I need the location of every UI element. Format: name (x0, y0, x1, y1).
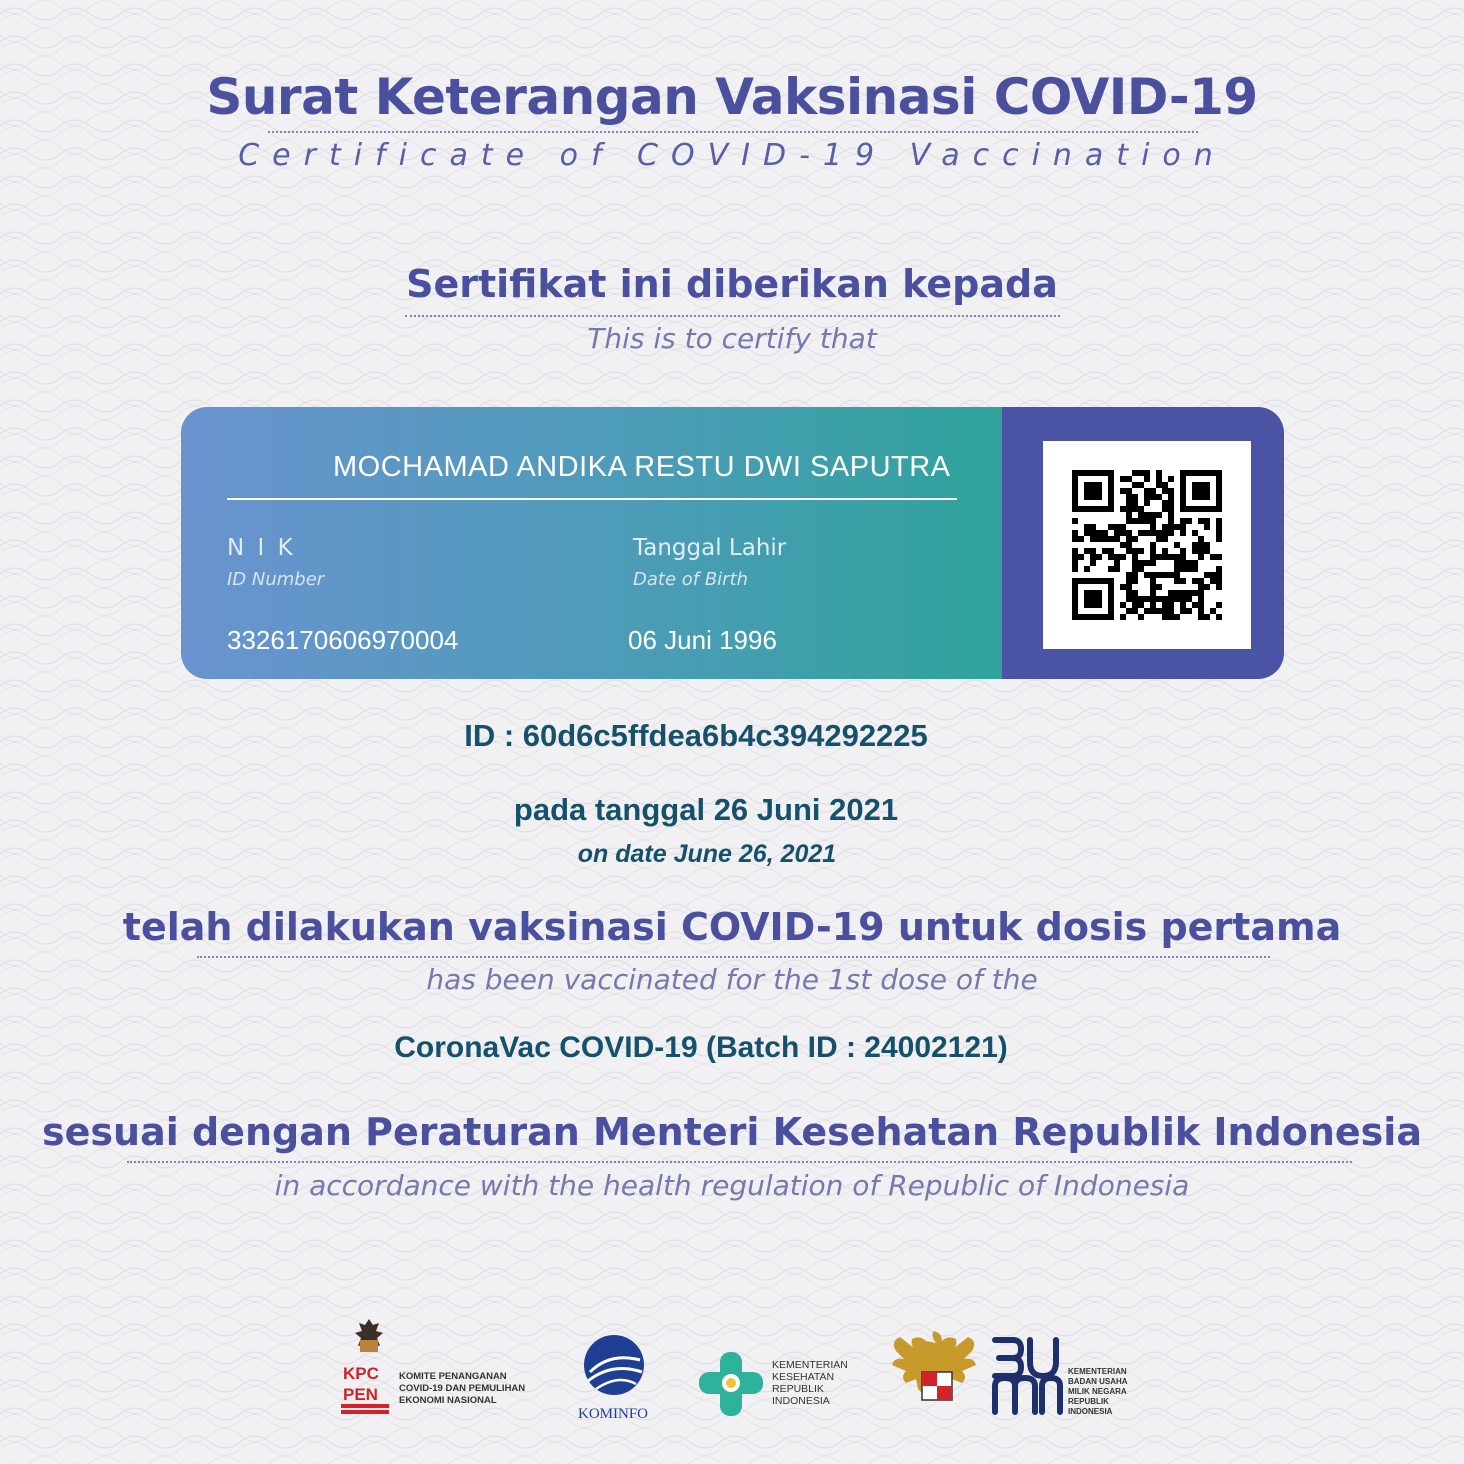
kpcpen-mark-bottom: PEN (343, 1385, 378, 1404)
vaccine-name: CoronaVac COVID-19 (Batch ID : 24002121) (394, 1031, 1008, 1064)
regulation-title: sesuai dengan Peraturan Menteri Kesehatan Republik Indonesia (42, 1110, 1422, 1154)
nik-value: 3326170606970004 (227, 625, 459, 655)
dob-sublabel: Date of Birth (633, 569, 749, 590)
dob-label: Tanggal Lahir (633, 535, 787, 561)
vaccination-title: telah dilakukan vaksinasi COVID-19 untuk dosis pertama (122, 905, 1342, 949)
kpcpen-text-2: COVID-19 DAN PEMULIHAN (399, 1383, 526, 1394)
vaccination-date-en: on date June 26, 2021 (577, 840, 837, 868)
bumn-text-3: MILIK NEGARA (1068, 1387, 1127, 1396)
bumn-text-2: BADAN USAHA (1068, 1377, 1128, 1386)
certificate-subtitle: Certificate of COVID-19 Vaccination (238, 138, 1226, 173)
kemenkes-text-4: INDONESIA (772, 1395, 830, 1407)
garuda-emblem-icon (355, 1319, 383, 1352)
vaccination-date: pada tanggal 26 Juni 2021 (513, 792, 899, 827)
kpcpen-text-1: KOMITE PENANGANAN (399, 1371, 507, 1382)
regulation-subtitle: in accordance with the health regulation of Republic of Indonesia (274, 1169, 1190, 1202)
intro-title: Sertifikat ini diberikan kepada (406, 262, 1058, 306)
kominfo-text: KOMINFO (578, 1406, 649, 1422)
bumn-text-5: INDONESIA (1068, 1407, 1113, 1416)
vaccination-subtitle: has been vaccinated for the 1st dose of the (426, 963, 1038, 996)
nik-sublabel: ID Number (227, 569, 325, 590)
garuda-emblem-icon (892, 1331, 976, 1400)
recipient-name: MOCHAMAD ANDIKA RESTU DWI SAPUTRA (333, 451, 951, 483)
kominfo-logo-icon (578, 1335, 648, 1422)
bumn-logo-icon (995, 1340, 1060, 1412)
kemenkes-text-1: KEMENTERIAN (772, 1359, 848, 1371)
certificate-id: ID : 60d6c5ffdea6b4c394292225 (464, 718, 928, 753)
intro-subtitle: This is to certify that (587, 322, 877, 355)
kpcpen-text-3: EKONOMI NASIONAL (399, 1395, 497, 1406)
kpcpen-mark-top: KPC (343, 1364, 379, 1383)
kemenkes-text-2: KESEHATAN (772, 1371, 835, 1383)
bumn-text-4: REPUBLIK (1068, 1397, 1109, 1406)
kemenkes-logo-icon (699, 1352, 763, 1416)
bumn-text-1: KEMENTERIAN (1068, 1367, 1127, 1376)
certificate-title: Surat Keterangan Vaksinasi COVID-19 (206, 68, 1258, 126)
nik-label: N I K (227, 535, 296, 561)
kemenkes-text-3: REPUBLIK (772, 1383, 824, 1395)
kpcpen-logo (341, 1319, 525, 1414)
dob-value: 06 Juni 1996 (628, 625, 777, 655)
